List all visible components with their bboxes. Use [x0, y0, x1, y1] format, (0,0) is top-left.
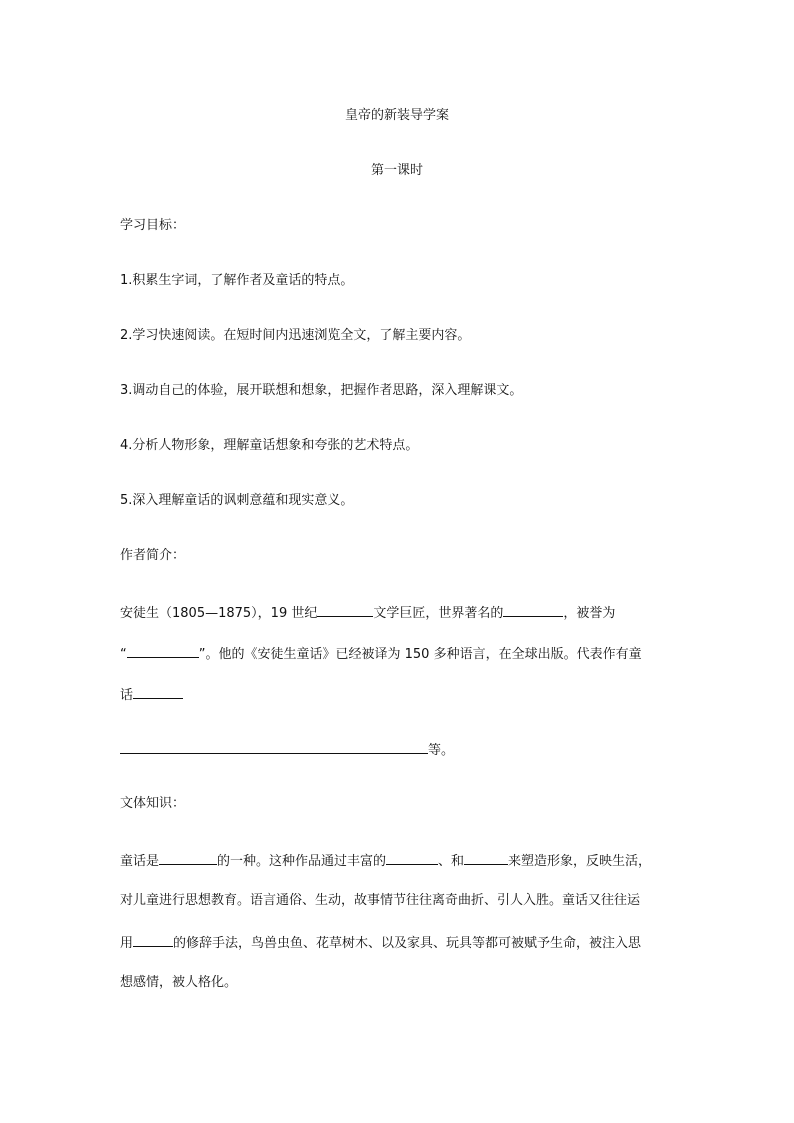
fill-blank[interactable] — [120, 741, 428, 754]
genre-text: 来塑造形象，反映生活， — [508, 854, 652, 869]
fill-blank[interactable] — [464, 852, 508, 865]
author-text: 文学巨匠，世界著名的 — [373, 606, 504, 621]
genre-heading: 文体知识： — [120, 796, 186, 811]
genre-text: 童话是 — [120, 854, 160, 869]
author-text: 等。 — [428, 743, 455, 758]
fill-blank[interactable] — [133, 934, 173, 947]
author-text: ，被誉为 — [563, 606, 616, 621]
genre-text: 的修辞手法，鸟兽虫鱼、花草树木、以及家具、玩具等都可被赋予生命，被注入思 — [173, 936, 642, 951]
objective-item-2: 2.学习快速阅读。在短时间内迅速浏览全文，了解主要内容。 — [120, 328, 471, 343]
author-text: ”。他的《安徒生童话》已经被译为 150 多种语言，在全球出版。代表作有童 — [198, 647, 642, 662]
fill-blank[interactable] — [159, 852, 217, 865]
objective-item-5: 5.深入理解童话的讽刺意蕴和现实意义。 — [120, 493, 354, 508]
page-subtitle: 第一课时 — [370, 163, 423, 178]
fill-blank[interactable] — [503, 604, 563, 617]
author-heading: 作者简介： — [120, 548, 186, 563]
genre-line-1 — [120, 852, 651, 870]
objective-item-1: 1.积累生字词，了解作者及童话的特点。 — [120, 273, 354, 288]
author-line-4 — [120, 741, 454, 759]
author-line-2 — [120, 645, 642, 663]
genre-text: 的一种。这种作品通过丰富的 — [217, 854, 387, 869]
fill-blank[interactable] — [386, 852, 438, 865]
fill-blank[interactable] — [317, 604, 373, 617]
objectives-heading: 学习目标： — [120, 218, 186, 233]
genre-text: 、和 — [438, 854, 465, 869]
author-line-1 — [120, 604, 615, 622]
author-line-3 — [120, 686, 183, 704]
genre-line-2: 对儿童进行思想教育。语言通俗、生动，故事情节往往离奇曲折、引人入胜。童话又往往运 — [120, 893, 641, 908]
genre-line-3 — [120, 934, 641, 952]
author-text: 安徒生（1805—1875），19 世纪 — [120, 606, 318, 621]
fill-blank[interactable] — [133, 686, 183, 699]
page-title: 皇帝的新装导学案 — [344, 108, 449, 123]
objective-item-3: 3.调动自己的体验，展开联想和想象，把握作者思路，深入理解课文。 — [120, 383, 523, 398]
objective-item-4: 4.分析人物形象，理解童话想象和夸张的艺术特点。 — [120, 438, 419, 453]
genre-line-4: 想感情，被人格化。 — [120, 975, 238, 990]
author-text: 话 — [120, 688, 134, 703]
genre-text: 用 — [120, 936, 134, 951]
author-text: “ — [120, 647, 127, 662]
fill-blank[interactable] — [127, 645, 199, 658]
